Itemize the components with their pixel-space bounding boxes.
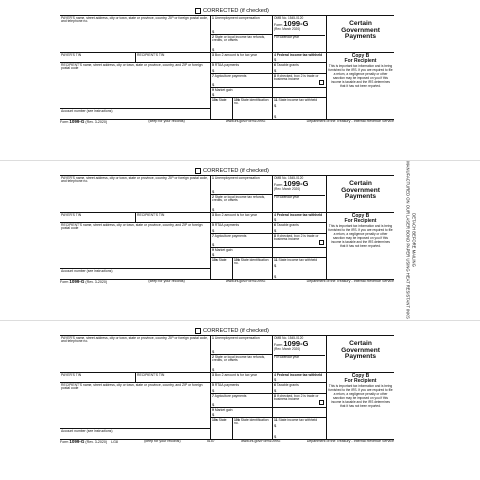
copy-for-label: For Recipient — [344, 58, 377, 64]
tax-notice: This is important tax information and is being furnished to the IRS. If you are required to file a return, a negligence penalty or other sanction may be imposed on you if this income is taxable and the IRS determines that it has not been reported. — [328, 64, 393, 88]
footer-url: www.irs.gov/Form1099G — [241, 439, 281, 443]
detach-notice: DETACH BEFORE MAILING — [411, 213, 417, 267]
box-10b-state-id[interactable]: 10b State identification no. — [232, 97, 272, 119]
footer-form-name: 1099-G — [69, 439, 85, 444]
payer-tin-field[interactable]: PAYER'S TIN — [60, 212, 135, 222]
copy-b-block — [326, 212, 394, 279]
form-title-line: Government — [341, 346, 380, 354]
form-grid — [60, 335, 394, 440]
form-title-line: Certain — [349, 340, 372, 347]
corrected-label: CORRECTED (if checked) — [203, 328, 269, 334]
tax-notice: This is important tax information and is being furnished to the IRS. If you are required to file a return, a negligence penalty or other sanction may be imposed on you if this income is taxable and the IRS determines that it has not been reported. — [328, 384, 393, 408]
form-title-line: Payments — [344, 33, 377, 41]
calendar-year-label: For calendar year — [274, 355, 325, 360]
box-7-agriculture[interactable]: 7 Agriculture payments $ — [210, 73, 272, 87]
footer-keep: (keep for your records) — [148, 279, 185, 283]
box-9-market-gain[interactable]: 9 Market gain $ — [210, 407, 272, 417]
box-9-market-gain[interactable]: 9 Market gain $ — [210, 87, 272, 97]
box-5-rtaa[interactable]: 5 RTAA payments $ — [210, 382, 272, 393]
box-7-agriculture[interactable]: 7 Agriculture payments $ — [210, 393, 272, 407]
form-title-block — [326, 176, 394, 212]
payer-tin-field[interactable]: PAYER'S TIN — [60, 372, 135, 382]
footer-form-name: 1099-G — [69, 279, 85, 284]
form-name: 1099-G — [283, 179, 309, 189]
box-1-unemployment[interactable]: 1 Unemployment compensation $ — [210, 176, 272, 194]
omb-number: OMB No. 1545-0120 — [274, 176, 304, 180]
box-10b-state-id[interactable]: 10b State identification no. — [232, 417, 272, 439]
box-3-tax-year[interactable]: 3 Box 2 amount is for tax year — [210, 52, 272, 62]
box-11-state-withheld[interactable]: 11 State income tax withheld $ $ — [272, 257, 326, 279]
corrected-label: CORRECTED (if checked) — [203, 8, 269, 14]
account-number-field[interactable]: Account number (see instructions) — [60, 428, 210, 439]
perforation-line — [0, 160, 480, 161]
corrected-checkbox[interactable] — [195, 168, 201, 174]
form-revision: (Rev. March 2020) — [274, 27, 301, 32]
box-10a-state[interactable]: 10a State — [210, 97, 232, 119]
box-10a-state[interactable]: 10a State — [210, 417, 232, 439]
footer-dept: Department of the Treasury - Internal Revenue Service — [306, 439, 394, 443]
omb-number: OMB No. 1545-0120 — [274, 336, 304, 340]
box-1-unemployment[interactable]: 1 Unemployment compensation $ — [210, 16, 272, 34]
form-id-block: OMB No. 1545-0120 Form 1099-G (Rev. March 2020) For calendar year — [272, 336, 326, 372]
box-3-tax-year[interactable]: 3 Box 2 amount is for tax year — [210, 212, 272, 222]
calendar-year-label: For calendar year — [274, 195, 325, 200]
form-title-line: Payments — [344, 353, 377, 361]
box-4-federal-withheld[interactable]: 4 Federal income tax withheld $ — [272, 212, 326, 222]
corrected-checkbox-row — [195, 168, 269, 174]
form-footer: Form 1099-G (Rev. 3-2020) (keep for your records) www.irs.gov/Form1099G Department of the Treasury - Internal Revenue Service — [60, 279, 394, 284]
copy-b-block — [326, 372, 394, 439]
payer-name-field[interactable]: PAYER'S name, street address, city or town, state or province, country, ZIP or foreign postal code, and telephone no. — [61, 176, 209, 184]
blank-cell — [272, 247, 326, 257]
footer-dept: Department of the Treasury - Internal Revenue Service — [306, 279, 394, 283]
box-4-federal-withheld[interactable]: 4 Federal income tax withheld $ — [272, 52, 326, 62]
box-7-agriculture[interactable]: 7 Agriculture payments $ — [210, 233, 272, 247]
copy-label: Copy B — [351, 52, 370, 59]
box-4-federal-withheld[interactable]: 4 Federal income tax withheld $ — [272, 372, 326, 382]
recipient-tin-field[interactable]: RECIPIENT'S TIN — [135, 372, 210, 382]
form-title-line: Certain — [349, 180, 372, 187]
box-1-unemployment[interactable]: 1 Unemployment compensation $ — [210, 336, 272, 354]
form-title-line: Payments — [344, 193, 377, 201]
copy-b-block — [326, 52, 394, 119]
tax-notice: This is important tax information and is being furnished to the IRS. If you are required to file a return, a negligence penalty or other sanction may be imposed on you if this income is taxable and the IRS determines that it has not been reported. — [328, 224, 393, 248]
blank-cell — [272, 407, 326, 417]
box-11-state-withheld[interactable]: 11 State income tax withheld $ $ — [272, 97, 326, 119]
calendar-year-label: For calendar year — [274, 35, 325, 40]
form-title-line: Government — [341, 26, 380, 34]
form-title-line: Government — [341, 186, 380, 194]
box-5-rtaa[interactable]: 5 RTAA payments $ — [210, 222, 272, 233]
copy-label: Copy B — [351, 372, 370, 379]
box-8-checkbox[interactable] — [319, 400, 324, 405]
form-id-block: OMB No. 1545-0120 Form 1099-G (Rev. March 2020) For calendar year — [272, 176, 326, 212]
corrected-checkbox[interactable] — [195, 328, 201, 334]
footer-url: www.irs.gov/Form1099G — [226, 119, 266, 123]
box-8-checkbox[interactable] — [319, 80, 324, 85]
box-2-state-refunds[interactable]: 2 State or local income tax refunds, credits, or offsets $ — [210, 34, 272, 52]
form-footer: Form 1099-G (Rev. 3-2020) LG8 (keep for your records) 5157 www.irs.gov/Form1099G Department of the Treasury - Internal Revenue Service — [60, 439, 394, 444]
box-2-state-refunds[interactable]: 2 State or local income tax refunds, credits, or offsets $ — [210, 354, 272, 372]
footer-code: 5157 — [206, 439, 215, 443]
form-footer: Form 1099-G (Rev. 3-2020) (keep for your records) www.irs.gov/Form1099G Department of the Treasury - Internal Revenue Service — [60, 119, 394, 124]
payer-tin-field[interactable]: PAYER'S TIN — [60, 52, 135, 62]
box-8-trade-business[interactable]: 8 If checked, box 2 is trade or business income — [272, 393, 326, 407]
form-revision: (Rev. March 2020) — [274, 187, 301, 192]
box-6-taxable-grants[interactable]: 6 Taxable grants $ — [272, 62, 326, 73]
form-title-block — [326, 336, 394, 372]
perforation-line — [0, 320, 480, 321]
box-3-tax-year[interactable]: 3 Box 2 amount is for tax year — [210, 372, 272, 382]
blank-cell — [272, 87, 326, 97]
box-9-market-gain[interactable]: 9 Market gain $ — [210, 247, 272, 257]
corrected-checkbox-row — [195, 8, 269, 14]
form-revision: (Rev. March 2020) — [274, 347, 301, 352]
footer-keep: (keep for your records) — [144, 439, 181, 443]
payer-name-field[interactable]: PAYER'S name, street address, city or town, state or province, country, ZIP or foreign postal code, and telephone no. — [61, 336, 209, 344]
recipient-tin-field[interactable]: RECIPIENT'S TIN — [135, 212, 210, 222]
copy-label: Copy B — [351, 212, 370, 219]
form-grid — [60, 175, 394, 280]
footer-form-name: 1099-G — [69, 119, 85, 124]
footer-code: LG8 — [111, 440, 118, 444]
box-8-trade-business[interactable]: 8 If checked, box 2 is trade or business income — [272, 73, 326, 87]
form-title-line: Certain — [349, 20, 372, 27]
form-grid — [60, 15, 394, 120]
form-id-block: OMB No. 1545-0120 Form 1099-G (Rev. March 2020) For calendar year — [272, 16, 326, 52]
recipient-name-field[interactable]: RECIPIENT'S name, street address, city or town, state or province, country, and ZIP or foreign postal code — [60, 382, 210, 428]
form-name: 1099-G — [283, 339, 309, 349]
recipient-tin-field[interactable]: RECIPIENT'S TIN — [135, 52, 210, 62]
box-8-trade-business[interactable]: 8 If checked, box 2 is trade or business income — [272, 233, 326, 247]
form-name: 1099-G — [283, 19, 309, 29]
footer-url: www.irs.gov/Form1099G — [226, 279, 266, 283]
recipient-name-field[interactable]: RECIPIENT'S name, street address, city or town, state or province, country, and ZIP or foreign postal code — [60, 222, 210, 268]
copy-for-label: For Recipient — [344, 378, 377, 384]
box-6-taxable-grants[interactable]: 6 Taxable grants $ — [272, 222, 326, 233]
box-6-taxable-grants[interactable]: 6 Taxable grants $ — [272, 382, 326, 393]
form-title-block — [326, 16, 394, 52]
recipient-name-field[interactable]: RECIPIENT'S name, street address, city or town, state or province, country, and ZIP or foreign postal code — [60, 62, 210, 108]
account-number-field[interactable]: Account number (see instructions) — [60, 268, 210, 279]
corrected-label: CORRECTED (if checked) — [203, 168, 269, 174]
box-10b-state-id[interactable]: 10b State identification no. — [232, 257, 272, 279]
payer-name-field[interactable]: PAYER'S name, street address, city or town, state or province, country, ZIP or foreign postal code, and telephone no. — [61, 16, 209, 24]
box-2-state-refunds[interactable]: 2 State or local income tax refunds, credits, or offsets $ — [210, 194, 272, 212]
manufacturer-notice: MANUFACTURED ON OUR LASER BOND PAPER USING HEAT RESISTANT INKS — [405, 161, 411, 319]
box-5-rtaa[interactable]: 5 RTAA payments $ — [210, 62, 272, 73]
box-8-checkbox[interactable] — [319, 240, 324, 245]
copy-for-label: For Recipient — [344, 218, 377, 224]
account-number-field[interactable]: Account number (see instructions) — [60, 108, 210, 119]
corrected-checkbox[interactable] — [195, 8, 201, 14]
footer-keep: (keep for your records) — [148, 119, 185, 123]
footer-dept: Department of the Treasury - Internal Revenue Service — [306, 119, 394, 123]
corrected-checkbox-row — [195, 328, 269, 334]
side-margin-text — [402, 20, 420, 460]
box-11-state-withheld[interactable]: 11 State income tax withheld $ $ — [272, 417, 326, 439]
box-10a-state[interactable]: 10a State — [210, 257, 232, 279]
omb-number: OMB No. 1545-0120 — [274, 16, 304, 20]
